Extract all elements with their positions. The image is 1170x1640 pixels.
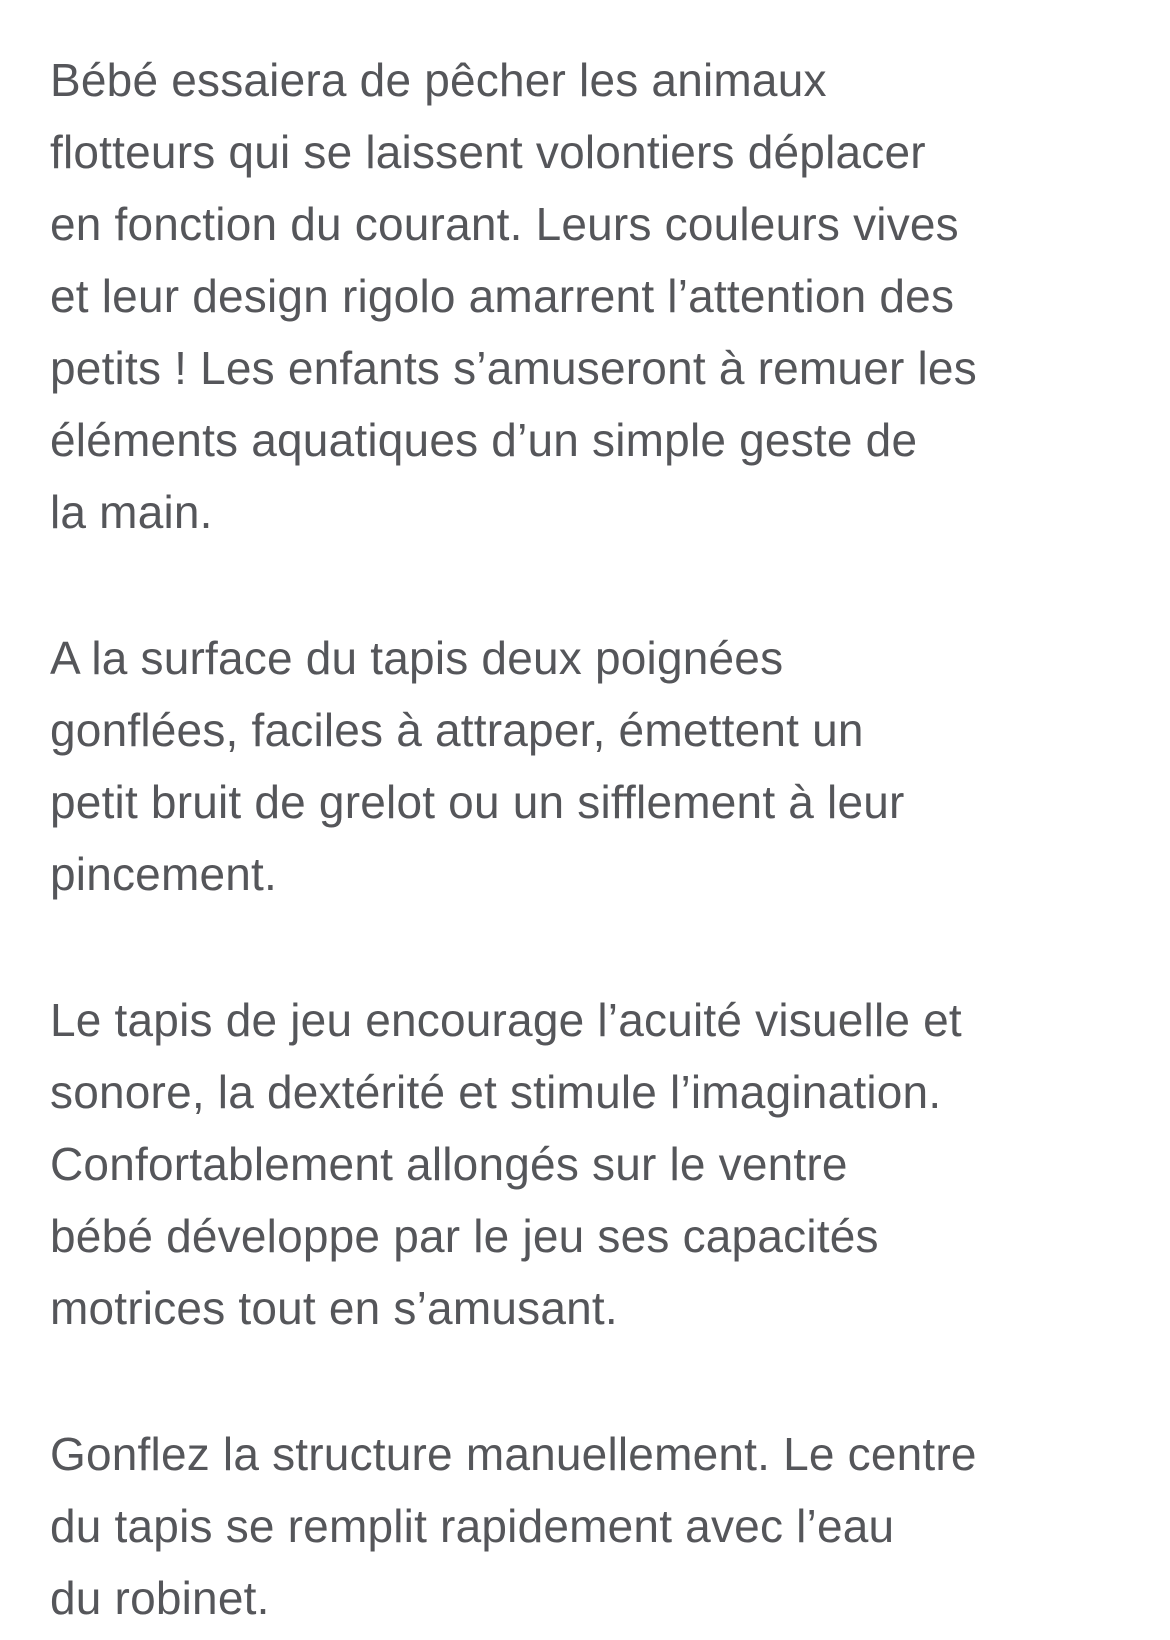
text-line: motrices tout en s’amusant. — [50, 1282, 618, 1334]
text-line: en fonction du courant. Leurs couleurs vives — [50, 198, 959, 250]
text-line: petit bruit de grelot ou un sifflement à leur — [50, 776, 905, 828]
text-line: du tapis se remplit rapidement avec l’eau — [50, 1500, 895, 1552]
text-line: pincement. — [50, 848, 278, 900]
text-line: sonore, la dextérité et stimule l’imagination. — [50, 1066, 942, 1118]
text-line: gonflées, faciles à attraper, émettent un — [50, 704, 864, 756]
text-line: A la surface du tapis deux poignées — [50, 632, 784, 684]
text-line: bébé développe par le jeu ses capacités — [50, 1210, 879, 1262]
text-line: Le tapis de jeu encourage l’acuité visuelle et — [50, 994, 962, 1046]
paragraph-fishing-animals — [50, 44, 1118, 548]
text-line: flotteurs qui se laissent volontiers déplacer — [50, 126, 926, 178]
text-line: Bébé essaiera de pêcher les animaux — [50, 54, 827, 106]
paragraph-inflated-handles — [50, 622, 1118, 910]
text-line: du robinet. — [50, 1572, 270, 1624]
text-line: éléments aquatiques d’un simple geste de — [50, 414, 918, 466]
text-line: la main. — [50, 486, 213, 538]
text-line: petits ! Les enfants s’amuseront à remuer les — [50, 342, 977, 394]
text-line: et leur design rigolo amarrent l’attention des — [50, 270, 955, 322]
paragraph-inflation-instructions — [50, 1418, 1118, 1634]
text-line: Confortablement allongés sur le ventre — [50, 1138, 848, 1190]
text-line: Gonflez la structure manuellement. Le centre — [50, 1428, 977, 1480]
paragraph-skills-development — [50, 984, 1118, 1344]
